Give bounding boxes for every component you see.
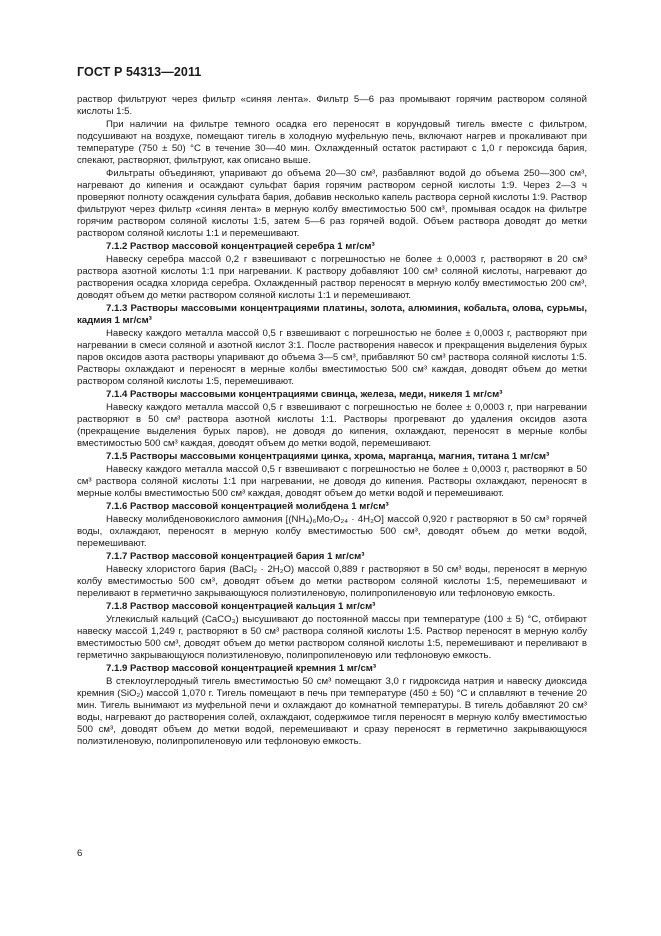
paragraph: Навеску хлористого бария (BaCl₂ · 2H₂O) массой 0,889 г растворяют в 50 см³ воды, переносят в мерную колбу вместимостью 500 см³, доводят объем до метки раствором соляной кислоты 1:5, перемешивают и переливают в герметично закрывающуюся полиэтиленовую, полипропиленовую или тефлоновую емкость. [77,564,587,599]
section-heading: 7.1.6 Раствор массовой концентрацией молибдена 1 мг/см³ [106,501,389,512]
section-heading: 7.1.8 Раствор массовой концентрацией кальция 1 мг/см³ [106,601,376,612]
paragraph: Навеску молибденовокислого аммония [(NH₄)₆Mo₇O₂₄ · 4H₂O] массой 0,920 г растворяют в 50 см³ горячей воды, охлаждают, переносят в мерную колбу вместимостью 500 см³, доводят объем до метки водой, перемешивают. [77,514,587,549]
section-heading: 7.1.5 Растворы массовыми концентрациями цинка, хрома, марганца, магния, титана 1 мг/см³ [106,451,550,462]
section-heading: 7.1.9 Раствор массовой концентрацией кремния 1 мг/см³ [106,663,377,674]
page-number: 6 [77,848,83,859]
section-heading: 7.1.4 Растворы массовыми концентрациями свинца, железа, меди, никеля 1 мг/см³ [106,389,503,400]
paragraph: Фильтраты объединяют, упаривают до объема 20—30 см³, разбавляют водой до объема 250—300 см³, нагревают до кипения и осаждают сульфат бария горячим раствором серной кислоты 1:9. Через 2—3 ч проверяют полноту осаждения сульфата бария, добавив несколько капель раствора серной кислоты 1:9. Раствор фильтруют через фильтр «синяя лента» в мерную колбу вместимостью 500 см³, промывая осадок на фильтре горячим раствором соляной кислоты 1:5, затем 5—6 раз горячей водой. Объем раствора доводят до метки раствором соляной кислоты 1:1 и перемешивают. [77,168,587,239]
paragraph: Навеску каждого металла массой 0,5 г взвешивают с погрешностью не более ± 0,0003 г, при нагревании растворяют в 50 см³ раствора азотной кислоты 1:1. Растворы прогревают до удаления оксидов азота (прекращение выделения бурых паров), не доводя до кипения, охлаждают, переносят в мерные колбы вместимостью 500 см³ каждая, доводят объем до метки водой, перемешивают. [77,402,587,449]
page-header: ГОСТ Р 54313—2011 [77,65,202,79]
section-heading: 7.1.7 Раствор массовой концентрацией бария 1 мг/см³ [106,551,365,562]
paragraph: Навеску каждого металла массой 0,5 г взвешивают с погрешностью не более ± 0,0003 г, растворяют при нагревании в смеси соляной и азотной кислот 3:1. После растворения навесок и прекращения выделения бурых паров оксидов азота растворы упаривают до объема 3—5 см³, прибавляют 50 см³ раствора соляной кислоты 1:5. Растворы охлаждают и переносят в мерные колбы вместимостью 500 см³ каждая, доводят объем до метки раствором соляной кислоты 1:5, перемешивают. [77,328,587,387]
paragraph: Навеску серебра массой 0,2 г взвешивают с погрешностью не более ± 0,0003 г, растворяют в 20 см³ раствора азотной кислоты 1:1 при нагревании. К раствору добавляют 100 см³ соляной кислоты, нагревают до растворения осадка хлорида серебра. Охлажденный раствор переносят в мерную колбу вместимостью 200 см³, доводят объем до метки раствором соляной кислоты 1:1 и перемешивают. [77,254,587,301]
document-body [77,94,587,749]
paragraph: При наличии на фильтре темного осадка его переносят в корундовый тигель вместе с фильтром, подсушивают на воздухе, помещают тигель в холодную муфельную печь, включают нагрев и прокаливают при температуре (750 ± 50) °С в течение 30—40 мин. Охлажденный остаток растирают с 1,0 г пероксида бария, спекают, растворяют, фильтруют, как описано выше. [77,119,587,166]
section-heading: 7.1.2 Раствор массовой концентрацией серебра 1 мг/см³ [106,241,375,252]
paragraph: В стеклоуглеродный тигель вместимостью 50 см³ помещают 3,0 г гидроксида натрия и навеску диоксида кремния (SiO₂) массой 1,070 г. Тигель помещают в печь при температуре (450 ± 50) °С и сплавляют в течение 20 мин. Тигель вынимают из муфельной печи и охлаждают до комнатной температуры. В тигель добавляют 20 см³ воды, нагревают до растворения солей, охлаждают, содержимое тигля переносят в мерную колбу вместимостью 500 см³, доводят объем до метки водой, перемешивают и сразу переносят в герметично закрывающуюся полиэтиленовую, полипропиленовую или тефлоновую емкость. [77,676,587,747]
section-heading: 7.1.3 Растворы массовыми концентрациями платины, золота, алюминия, кобальта, олова, сурьмы, кадмия 1 мг/см³ [77,303,587,326]
paragraph: Углекислый кальций (CaCO₃) высушивают до постоянной массы при температуре (100 ± 5) °С, отбирают навеску массой 1,249 г, растворяют в 50 см³ раствора соляной кислоты 1:5. Раствор переносят в мерную колбу вместимостью 500 см³, доводят объем до метки раствором соляной кислоты 1:5, перемешивают и переливают в герметично закрывающуюся полиэтиленовую, полипропиленовую или тефлоновую емкость. [77,614,587,661]
paragraph: раствор фильтруют через фильтр «синяя лента». Фильтр 5—6 раз промывают горячим раствором соляной кислоты 1:5. [77,94,587,117]
paragraph: Навеску каждого металла массой 0,5 г взвешивают с погрешностью не более ± 0,0003 г, растворяют в 50 см³ раствора соляной кислоты 1:1 при нагревании, не доводя до кипения. Растворы охлаждают, переносят в мерные колбы вместимостью 500 см³ каждая, доводят объем до метки водой и перемешивают. [77,464,587,499]
